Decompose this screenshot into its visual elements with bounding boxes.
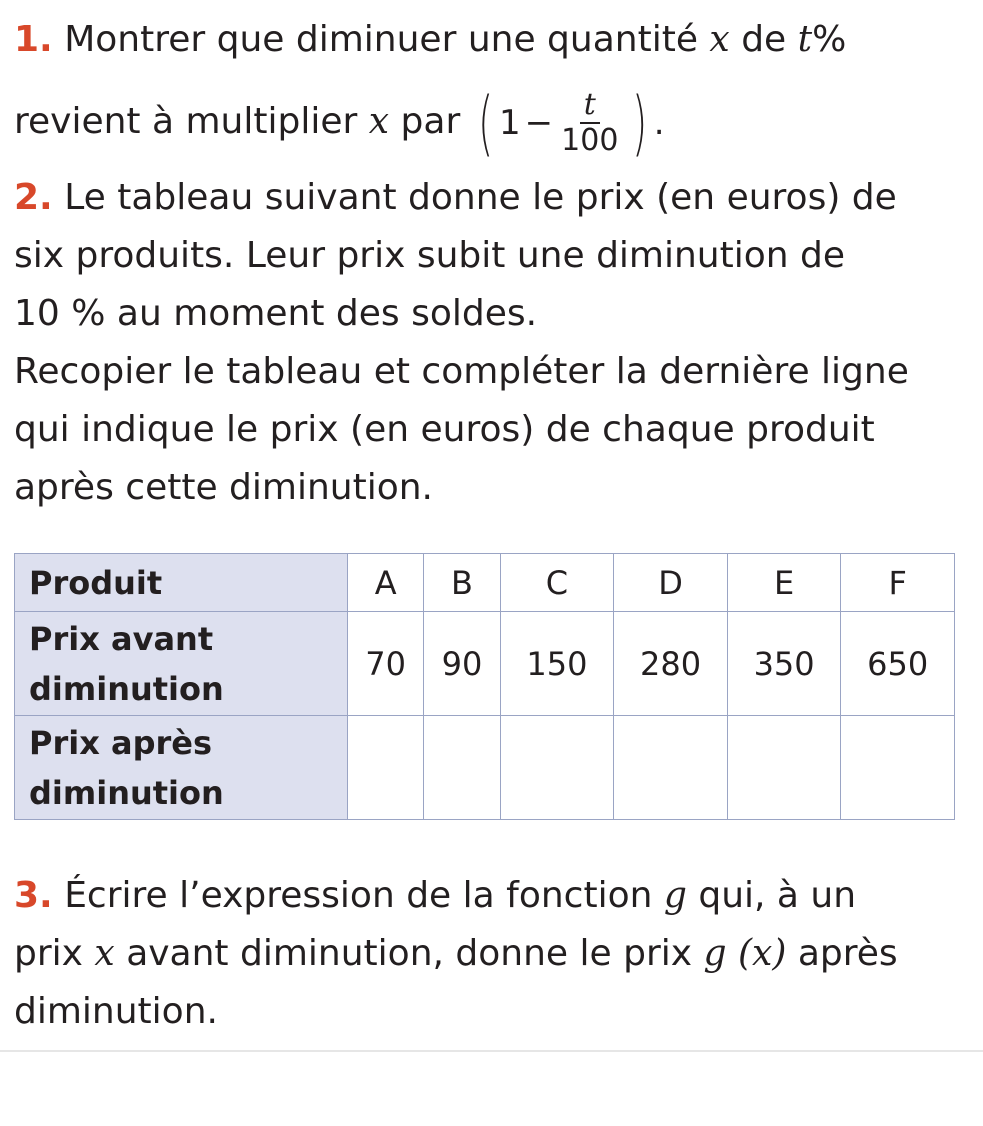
after-value-cell	[348, 716, 424, 820]
q3-text-1-end: qui, à un	[698, 875, 857, 916]
product-cell: D	[614, 554, 728, 612]
q2-line-3: 10 % au moment des soldes.	[14, 293, 538, 334]
q1-line2-text: revient à multiplier	[14, 101, 358, 142]
before-value-cell: 70	[348, 612, 424, 716]
product-cell: A	[348, 554, 424, 612]
formula-period: .	[653, 103, 665, 143]
header-label: Produit	[15, 554, 348, 612]
q2-line-2: six produits. Leur prix subit une diminution de	[14, 235, 846, 276]
q3-line-1	[14, 874, 856, 918]
product-cell: B	[424, 554, 500, 612]
q2-line-4: Recopier le tableau et compléter la dernière ligne	[14, 351, 909, 392]
before-value-cell: 350	[727, 612, 841, 716]
before-value-cell: 280	[614, 612, 728, 716]
q3-text-1: Écrire l’expression de la fonction	[64, 875, 653, 916]
q3-func-g: g	[703, 933, 727, 974]
before-value-cell: 650	[841, 612, 955, 716]
before-value-cell: 90	[424, 612, 500, 716]
before-label-line-1: Prix avant	[29, 619, 214, 658]
price-table	[14, 553, 955, 820]
after-value-cell	[841, 716, 955, 820]
q1-line-2	[14, 82, 665, 163]
q3-number: 3.	[14, 875, 53, 916]
after-value-cell	[500, 716, 614, 820]
q3-line-2	[14, 932, 898, 976]
after-value-cell	[727, 716, 841, 820]
formula-one: 1	[499, 103, 521, 143]
after-label	[15, 716, 348, 820]
q1-text-1: Montrer que diminuer une quantité	[64, 19, 698, 60]
table-row-products	[15, 554, 955, 612]
q1-var-x: x	[709, 19, 730, 60]
bottom-divider	[0, 1050, 983, 1052]
q2-line-1	[14, 176, 897, 220]
formula-open-paren: (	[477, 82, 493, 164]
after-label-line-2: diminution	[29, 773, 224, 812]
formula-denominator: 100	[561, 123, 619, 158]
q1-line2-var-x: x	[368, 101, 390, 142]
q2-line-5: qui indique le prix (en euros) de chaque produit	[14, 409, 875, 450]
table-row-before	[15, 612, 955, 716]
table-row-after	[15, 716, 955, 820]
q3-text-2-mid: avant diminution, donne le prix	[126, 933, 693, 974]
q1-number: 1.	[14, 19, 53, 60]
q3-prix: prix	[14, 933, 83, 974]
q3-var-g: g	[663, 875, 687, 916]
q3-text-2-end: après	[797, 933, 898, 974]
q3-var-x: x	[94, 933, 115, 974]
product-cell: C	[500, 554, 614, 612]
formula-close-paren: )	[632, 82, 648, 164]
q3-line-3: diminution.	[14, 991, 218, 1032]
formula-fraction	[557, 88, 622, 158]
formula-minus: −	[524, 103, 554, 143]
formula-numerator: t	[580, 88, 600, 124]
q3-func-arg: (x)	[738, 933, 787, 974]
before-label	[15, 612, 348, 716]
before-value-cell: 150	[500, 612, 614, 716]
q2-line-6: après cette diminution.	[14, 467, 433, 508]
q1-percent: %	[812, 19, 847, 60]
after-label-line-1: Prix après	[29, 723, 213, 762]
q2-number: 2.	[14, 177, 53, 218]
q1-line2-par: par	[400, 101, 461, 142]
product-cell: F	[841, 554, 955, 612]
after-value-cell	[614, 716, 728, 820]
q2-text-1: Le tableau suivant donne le prix (en euros) de	[64, 177, 897, 218]
after-value-cell	[424, 716, 500, 820]
q1-formula	[472, 83, 665, 163]
q1-line-1	[14, 18, 846, 62]
q1-var-t: t	[797, 19, 813, 60]
product-cell: E	[727, 554, 841, 612]
before-label-line-2: diminution	[29, 669, 224, 708]
q1-text-de: de	[741, 19, 787, 60]
